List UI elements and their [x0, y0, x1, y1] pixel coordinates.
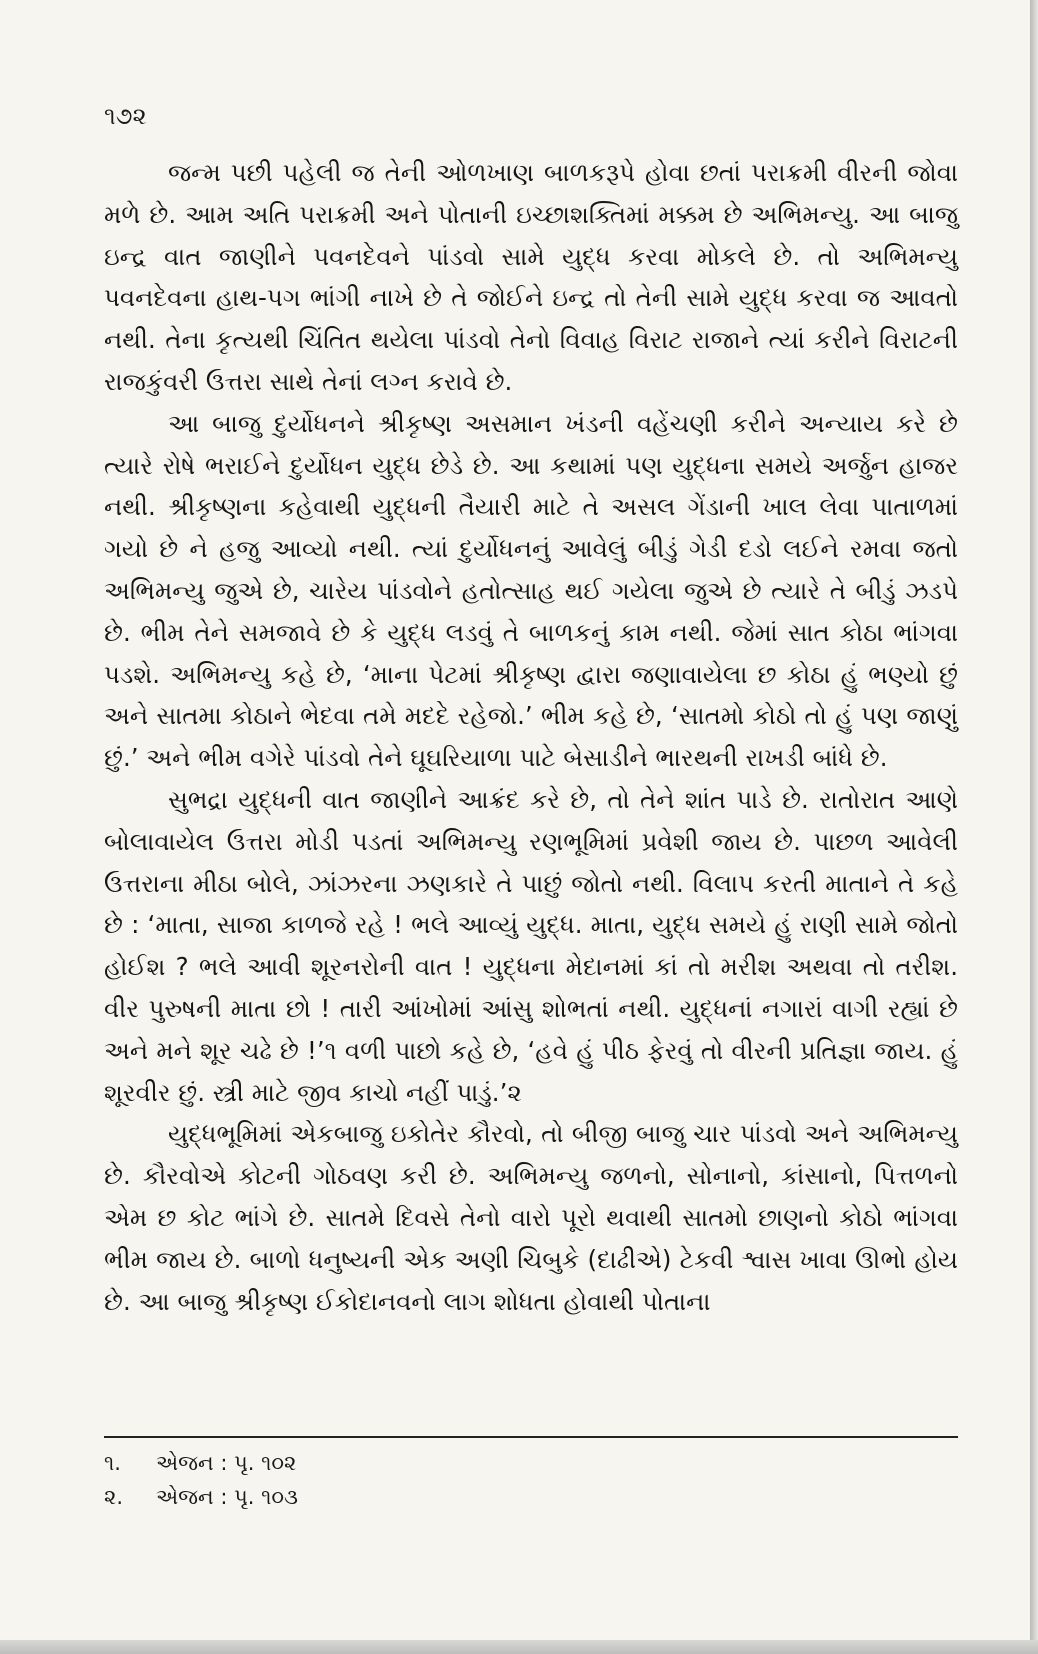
footnote-number: ૨.	[104, 1485, 124, 1509]
footnote	[104, 1480, 704, 1514]
paragraph: આ બાજુ દુર્યોધનને શ્રીકૃષ્ણ અસમાન ખંડની વહેંચણી કરીને અન્યાય કરે છે ત્યારે રોષે ભરાઈને દુર્યોધન યુદ્ધ છેડે છે. આ કથામાં પણ યુદ્ધના સમયે અર્જુન હાજર નથી. શ્રીકૃષ્ણના કહેવાથી યુદ્ધની તૈયારી માટે તે અસલ ગેંડાની ખાલ લેવા પાતાળમાં ગયો છે ને હજુ આવ્યો નથી. ત્યાં દુર્યોધનનું આવેલું બીડું ગેડી દડો લઈને રમવા જતો અભિમન્યુ જુએ છે, ચારેય પાંડવોને હતોત્સાહ થઈ ગયેલા જુએ છે ત્યારે તે બીડું ઝડપે છે. ભીમ તેને સમજાવે છે કે યુદ્ધ લડવું તે બાળકનું કામ નથી. જેમાં સાત કોઠા ભાંગવા પડશે. અભિમન્યુ કહે છે, ‘માના પેટમાં શ્રીકૃષ્ણ દ્વારા જણાવાયેલા છ કોઠા હું ભણ્યો છું અને સાતમા કોઠાને ભેદવા તમે મદદે રહેજો.’ ભીમ કહે છે, ‘સાતમો કોઠો તો હું પણ જાણું છું.’ અને ભીમ વગેરે પાંડવો તેને ઘૂઘરિયાળા પાટે બેસાડીને ભારથની રાખડી બાંધે છે.	[104, 408, 958, 773]
footnote-number: ૧.	[104, 1451, 121, 1475]
body-text	[104, 152, 958, 1322]
page-number: ૧૭૨	[104, 102, 147, 130]
paragraph: જન્મ પછી પહેલી જ તેની ઓળખાણ બાળકરૂપે હોવા છતાં પરાક્રમી વીરની જોવા મળે છે. આમ અતિ પરાક્રમી અને પોતાની ઇચ્છાશક્તિમાં મક્કમ છે અભિમન્યુ. આ બાજુ ઇન્દ્ર વાત જાણીને પવનદેવને પાંડવો સામે યુદ્ધ કરવા મોકલે છે. તો અભિમન્યુ પવનદેવના હાથ-પગ ભાંગી નાખે છે તે જોઈને ઇન્દ્ર તો તેની સામે યુદ્ધ કરવા જ આવતો નથી. તેના કૃત્યથી ચિંતિત થયેલા પાંડવો તેનો વિવાહ વિરાટ રાજાને ત્યાં કરીને વિરાટની રાજકુંવરી ઉત્તરા સાથે તેનાં લગ્ન કરાવે છે.	[104, 158, 958, 396]
footnote-text: એજન : પૃ. ૧૦૨	[156, 1451, 297, 1475]
footnote	[104, 1446, 704, 1480]
footnotes	[104, 1446, 704, 1514]
paragraph: યુદ્ધભૂમિમાં એકબાજુ ઇકોતેર કૌરવો, તો બીજી બાજુ ચાર પાંડવો અને અભિમન્યુ છે. કૌરવોએ કોટની ગોઠવણ કરી છે. અભિમન્યુ જળનો, સોનાનો, કાંસાનો, પિત્તળનો એમ છ કોટ ભાંગે છે. સાતમે દિવસે તેનો વારો પૂરો થવાથી સાતમો છાણનો કોઠો ભાંગવા ભીમ જાય છે. બાળો ધનુષ્યની એક અણી ચિબુકે (દાઢીએ) ટેકવી શ્વાસ ખાવા ઊભો હોય છે. આ બાજુ શ્રીકૃષ્ણ ઈકોદાનવનો લાગ શોધતા હોવાથી પોતાના	[104, 1119, 958, 1316]
page-bottom-shadow	[0, 1640, 1038, 1654]
page-edge-shadow	[1030, 0, 1038, 1654]
footnote-text: એજન : પૃ. ૧૦૩	[156, 1485, 298, 1509]
paragraph: સુભદ્રા યુદ્ધની વાત જાણીને આક્રંદ કરે છે, તો તેને શાંત પાડે છે. રાતોરાત આણે બોલાવાયેલ ઉત્તરા મોડી પડતાં અભિમન્યુ રણભૂમિમાં પ્રવેશી જાય છે. પાછળ આવેલી ઉત્તરાના મીઠા બોલે, ઝાંઝરના ઝણકારે તે પાછું જોતો નથી. વિલાપ કરતી માતાને તે કહે છે : ‘માતા, સાજા કાળજે રહે ! ભલે આવ્યું યુદ્ધ. માતા, યુદ્ધ સમયે હું રાણી સામે જોતો હોઈશ ? ભલે આવી શૂરનરોની વાત ! યુદ્ધના મેદાનમાં કાં તો મરીશ અથવા તો તરીશ. વીર પુરુષની માતા છો ! તારી આંખોમાં આંસુ શોભતાં નથી. યુદ્ધનાં નગારાં વાગી રહ્યાં છે અને મને શૂર ચઢે છે !’૧ વળી પાછો કહે છે, ‘હવે હું પીઠ ફેરવું તો વીરની પ્રતિજ્ઞા જાય. હું શૂરવીર છું. સ્ત્રી માટે જીવ કાચો નહીં પાડું.’૨	[104, 784, 958, 1107]
footnote-divider	[104, 1436, 958, 1438]
